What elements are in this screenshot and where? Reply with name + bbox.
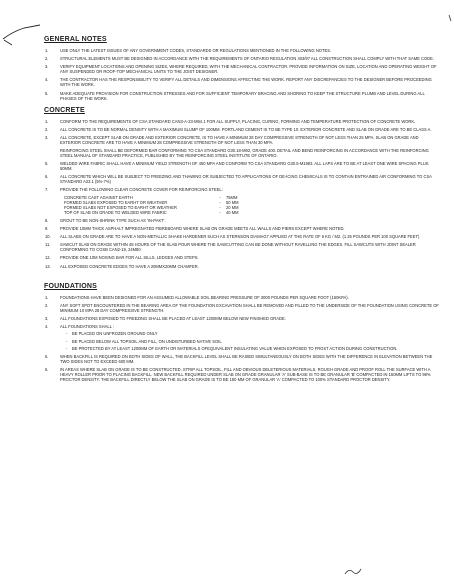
- note-text: USE ONLY THE LATEST ISSUES OF ANY GOVERNMENT CODES, STANDARDS OR REGULATIONS MENTIONED IN THE FOLLOWING NOTES.: [60, 48, 332, 53]
- note-number: 1.: [45, 48, 49, 53]
- note-text: VERIFY EQUIPMENT LOCATIONS AND OPENING SIZES, WHERE REQUIRED, WITH THE MECHANICAL CONTRACTOR. PROVIDE INFORMATION ON SIZE, LOCATION AND OPERATING WEIGHT OF ANY SUSPENDED OR ROOF-TOP MECHANICAL UNITS TO THE JOIST DESIGNER.: [60, 64, 437, 75]
- general-note-item: [44, 64, 440, 74]
- note-text: ALL FOUNDATIONS SHALL :: [60, 323, 114, 329]
- note-text: ALL CONCRETE WHICH WILL BE SUBJECT TO FREEZING AND THAWING OR SUBJECTED TO APPLICATIONS OF DE-ICING CHEMICALS IS TO CONTAIN ENTRAINED AIR CONFORMING TO CSA STANDARD A23.1 (5%-7%): [60, 173, 432, 184]
- note-number: 5.: [45, 160, 49, 166]
- cover-value: 50 MM: [226, 199, 239, 205]
- cover-value: 75MM: [226, 194, 238, 200]
- note-text: STRUCTURAL ELEMENTS MUST BE DESIGNED IN ACCORDANCE WITH THE REQUIREMENTS OF ONTARIO REGULATION 403/97 ALL CONSTRUCTION SHALL COMPLY WITH THAT SAME CODE.: [60, 56, 434, 62]
- note-text: CONFORM TO THE REQUIREMENTS OF CSA STANDARD CAN3-A-23-M94.1 FOR ALL SUPPLY, PLACING, CURING, FORMING AND TEMPERATURE PROTECTION OF CONCRETE WORK.: [60, 118, 416, 124]
- cover-label: FORMED SLABS NOT EXPOSED TO EARHT OR WEATHER: [64, 204, 177, 210]
- cover-value: 40 MM: [226, 209, 239, 215]
- note-number: 2.: [45, 56, 49, 62]
- general-note-item: [44, 56, 440, 61]
- foundation-note-item: [44, 367, 440, 382]
- note-number: 4.: [45, 323, 49, 329]
- concrete-note-item: [44, 127, 440, 132]
- foundation-note-item: [44, 295, 440, 300]
- note-text: PROVIDE ONE 10M NOSING BAR FOR ALL SILLS, LEDGES AND STEPS.: [60, 255, 199, 261]
- concrete-note-item: [44, 264, 440, 269]
- cover-dash: -: [219, 204, 221, 210]
- bullet-item: [66, 331, 440, 336]
- note-text: ALL FOUNDATIONS EXPOSED TO FREEZING SHALL BE PLACED AT LEAST 1200MM BELOW NEW FINISHED GRADE.: [60, 315, 286, 321]
- note-text: ALL SLABS ON GRADE ARE TO HAVE A NON-METALLIC SHAKE HARDENER SUCH AS STERNSON DIAMAG7 APPLIED AT THE RATE OF 6 KG / M2. (1.25 POUNDS PER 100 SQUARE FEET): [60, 234, 420, 240]
- note-number: 13.: [45, 263, 51, 269]
- corner-pen-mark: [2, 24, 42, 46]
- notes-content: [44, 36, 440, 385]
- concrete-note-item: [44, 242, 440, 252]
- note-text: IN AREAS WHERE SLAB ON GRADE IS TO BE CONSTRUCTED, STRIP ALL TOPSOIL, FILL AND OBVIOUS DELETERIOUS MATERIALS. ROUGH GRADE AND PROOF ROLL THE SURFACE WITH A HEAVY ROLLER PRIOR TO PLACING BACKFILL. NEW BACKFILL REQUIRED UNDER SLAB ON GRADE GRANULAR 'A' SUB-BASE IS TO BE GRANULAR 'B' COMPACTED IN 150MM LIFTS TO 98% PROCTOR DENSITY. THE BACKFILL DIRECTLY BELOW THE SLAB ON GRADE IS TO BE 150 MM OF GRANULAR 'A' COMPACTED TO 100% STANDARD PROCTOR DENSITY.: [60, 366, 431, 383]
- note-text: SAWCUT SLAB ON GRADE WITHIN 48 HOURS OF THE SLAB POUR WHERE THE SAWCUTTING CAN BE DONE WITHOUT RAVELLING THE EDGES. FILL SAWCUTS WITH JOINT SEALER CONFORMING TO CGSB CAN2-19, 24M80: [60, 242, 416, 253]
- foundation-note-item: [44, 316, 440, 321]
- cover-label: FORMED SLABS EXPOSED TO EARHT OR WEATHER: [64, 199, 168, 205]
- note-text: GROUT TO BE NON-SHRINK TYPE SUCH AS 'IN-PAKT'.: [60, 217, 166, 223]
- note-text-continued: REINFORCING STEEL SHALL BE DEFORMED BAR CONFORMING TO CSA STANDARD G30.18-M92, GRADE 400. DETAIL AND BEND REINFORCING IN ACCORDANCE WITH THE REINFORCING STEEL MANUAL OF STANDARD PRACTICE, PUBLISHED BY THE REINFORCING STEEL INSTITUTE OF ONTARIO.: [60, 147, 429, 158]
- concrete-note-item: [44, 174, 440, 184]
- note-number: 3.: [45, 64, 49, 70]
- foundation-note-item: [44, 354, 440, 364]
- cover-label: TOP OF SLAB ON GRADE TO WELDED WIRE FABRIC: [64, 209, 167, 215]
- edge-tick-mark: [448, 14, 453, 22]
- note-text: ALL CONCRETE, EXCEPT SLAB ON GRADE AND EXTERIOR CONCRETE, IS TO HAVE A MINIMUM 28 DAY COMPRESSIVE STRENGTH OF NOT LESS THAN 25 MPA. SLAB ON GRADE AND EXTERIOR CONCRETE ARE TO HAVE A MINIMUM 28 COMPRESSIVE STRENGTH OF NOT LESS THAN 30 MPA.: [60, 134, 419, 146]
- note-number: 2.: [45, 302, 49, 308]
- note-number: 11.: [45, 242, 51, 248]
- note-number: 10.: [45, 234, 51, 240]
- bullet-item: [66, 346, 440, 351]
- bullet-dash: -: [66, 331, 68, 337]
- concrete-note-item: [44, 234, 440, 239]
- note-text: PROVIDE THE FOLLOWING CLEAR CONCRETE COVER FOR REINFORCING STEEL:: [60, 187, 223, 193]
- note-number: 1.: [45, 294, 49, 300]
- cover-dash: -: [219, 209, 221, 215]
- note-text: PROVIDE 10MM THICK ASPHALT IMPREGNATED FIBREBOARD WHERE SLAB ON GRADE MEETS ALL WALLS AND PIERS EXCEPT WHERE NOTED.: [60, 226, 345, 232]
- cover-dash: -: [219, 194, 221, 200]
- note-number: 5.: [45, 353, 49, 359]
- concrete-note-item: [44, 187, 440, 215]
- concrete-cover-table: [64, 195, 239, 215]
- concrete-note-item: [44, 226, 440, 231]
- cover-label: CONCRETE CAST AGAINST EARTH: [64, 194, 133, 200]
- note-text: ALL CONCRETE IS TO BE NORMAL DENSITY WITH A MAXIMUM SLUMP OF 100MM. PORTLAND CEMENT IS TO BE TYPE 10. EXTERIOR CONCRETE AND SLAB ON GRADE ARE TO BE CLASS A.: [60, 126, 432, 132]
- bullet-item: [66, 339, 440, 344]
- note-number: 3.: [45, 134, 49, 140]
- foundation-note-item: [44, 324, 440, 351]
- concrete-note-item: [44, 161, 440, 171]
- general-notes-title: GENERAL NOTES: [44, 36, 107, 43]
- bullet-text: BE PLACED BELOW ALL TOPSOIL AND FILL, ON UNDISTURBED NATIVE SOIL: [72, 338, 222, 344]
- note-text: MAKE ADEQUATE PROVISION FOR CONSTRUCTION STRESSES AND FOR SUFFICIENT TEMPORARY BRACING AND SHORING TO KEEP THE STRUCTURE PLUMB AND LEVEL DURING ALL PHASES OF THE WORK.: [60, 90, 425, 101]
- note-text: WHEN BACKFILL IS REQUIRED ON BOTH SIDES OF WALL, THE BACKFILL LEVEL SHALL BE RAISED SIMULTANEOUSLY ON BOTH SIDES WITH THE DIFFERENCE IN ELEVATION BETWEEN THE TWO SIDES NOT TO EXCEED 600 MM.: [60, 353, 433, 364]
- foundations-section: [44, 283, 440, 383]
- note-number: 12.: [45, 255, 51, 261]
- note-text: WELDED WIRE FABRIC SHALL HAVE A MINIMUM YIELD STRENGTH OF 450 MPA AND CONFORM TO CSA STANDARD G30.5-M1983. ALL LAPS ARE TO BE AT LEAST ONE WIRE SPACING PLUS 50MM.: [60, 160, 429, 171]
- general-note-item: [44, 91, 440, 101]
- concrete-note-item: [44, 255, 440, 260]
- cover-row: [64, 210, 239, 215]
- general-notes-section: [44, 36, 440, 101]
- bullet-text: BE PLACED ON UNFROZEN GROUND ONLY: [72, 331, 158, 337]
- concrete-section: [44, 107, 440, 269]
- note-number: 6.: [45, 366, 49, 372]
- bullet-dash: -: [66, 338, 68, 344]
- bullet-dash: -: [66, 345, 68, 351]
- concrete-title: CONCRETE: [44, 106, 85, 114]
- note-number: 7.: [45, 187, 49, 193]
- note-number: 9.: [45, 226, 49, 232]
- cover-dash: -: [219, 199, 221, 205]
- cover-value: 20 MM: [226, 204, 239, 210]
- note-number: 4.: [45, 77, 49, 83]
- note-number: 6.: [45, 173, 49, 179]
- bullet-text: BE PROTECTED BY AT LEAST 1200MM OF EARTH OR MATERIALS OFEQUIVALENT INSULATING VALUE WHEN EXPOSED TO FROST ACTION DURING CONSTRUCTION.: [72, 345, 398, 351]
- note-text: FOUNDATIONS HAVE BEEN DESIGNED FOR AN ASSUMED ALLOWABLE SOIL BEARING PRESSURE OF 3000 POUNDS PER SQUARE FOOT (150KPA).: [60, 294, 349, 300]
- note-number: 5.: [45, 90, 49, 96]
- note-text: ANY SOFT SPOT ENCOUNTERED IN THE BEARING AREA OF THE FOUNDATION EXCAVATION SHALL BE REMOVED AND FILLED TO THE UNDERSIDE OF THE FOUNDATION USING CONCRETE OF MINIMUM 10 MPA 28 DAY COMPRESSIVE STRENGTH.: [60, 302, 439, 313]
- foundation-note-item: [44, 303, 440, 313]
- foundations-title: FOUNDATIONS: [44, 282, 98, 290]
- note-number: 3.: [45, 315, 49, 321]
- note-text: THE CONTRACTOR HAS THE RESPONSIBILITY TO VERIFY ALL DETAILS AND DIMENSIONS AFFECTING THE WORK. REPORT ANY DISCREPANCIES TO THE DESIGNER BEFORE PROCEEDING WITH THE WORK.: [60, 77, 432, 88]
- general-note-item: [44, 77, 440, 87]
- concrete-note-item: [44, 218, 440, 223]
- note-number: 1.: [45, 118, 49, 124]
- note-number: 8.: [45, 217, 49, 223]
- general-note-item: [44, 48, 440, 53]
- pen-scribble-mark: [344, 566, 362, 576]
- concrete-note-item: [44, 135, 440, 158]
- note-text: ALL EXPOSED CONCRETE EDGES TO HAVE A 20MMX20MM CHAMFER.: [60, 263, 199, 269]
- concrete-note-item: [44, 119, 440, 124]
- note-number: 2.: [45, 126, 49, 132]
